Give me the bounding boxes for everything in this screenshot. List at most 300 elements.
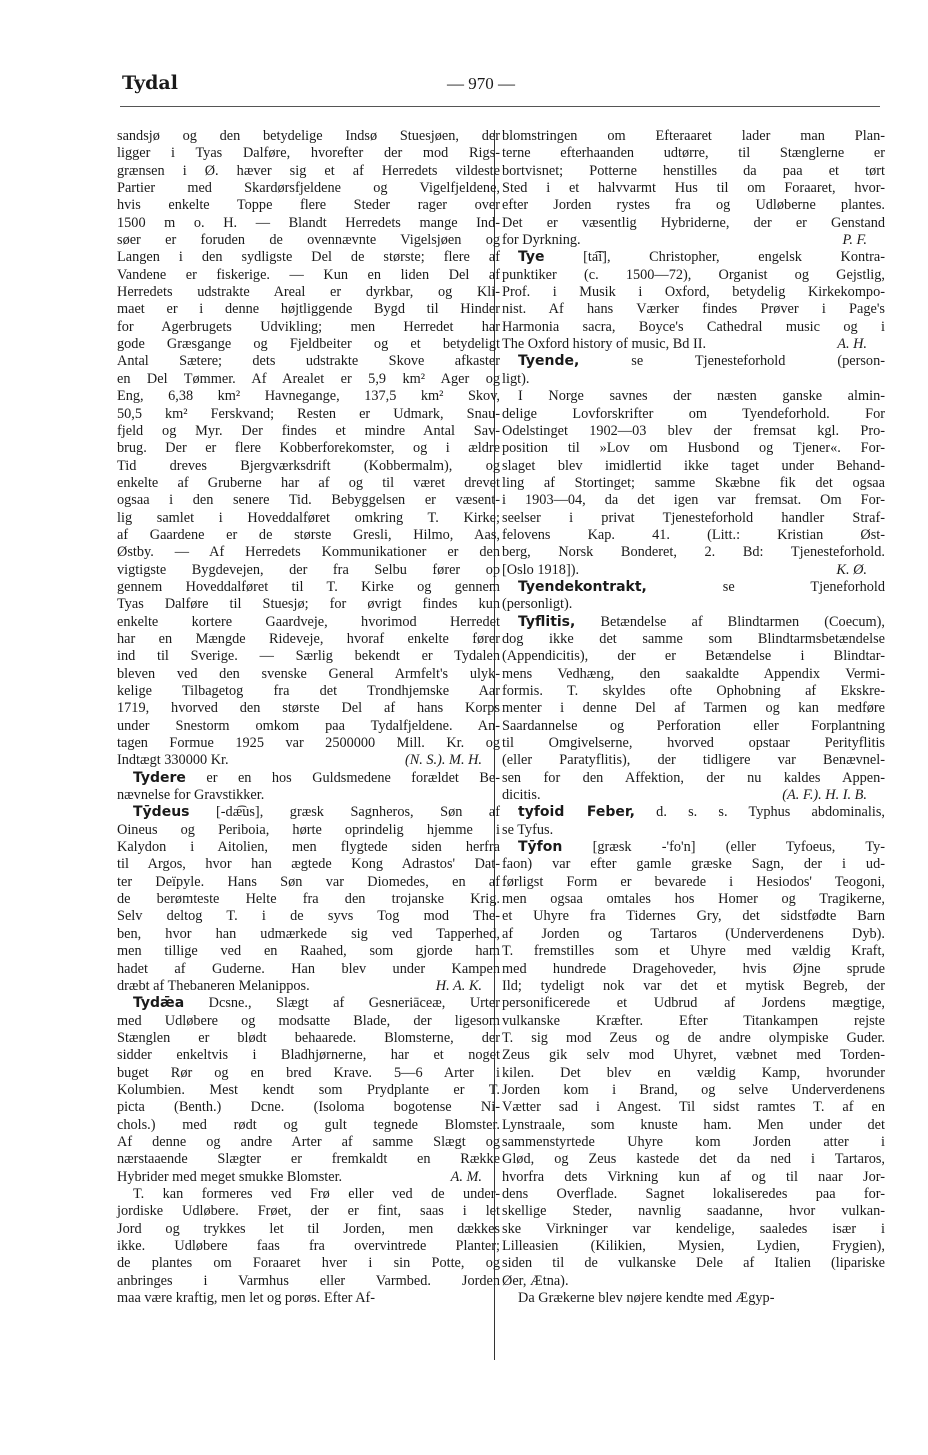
text-line <box>502 1151 885 1168</box>
line-text: nærstaaende Slægter er fremkaldt en Række <box>117 1151 500 1168</box>
line-text: felovens Kap. 41. (Litt.: Kristian Øst- <box>502 526 885 543</box>
text-line <box>117 648 500 665</box>
line-text: bleven ved den svenske General Armfelt's ulyk- <box>117 665 500 682</box>
text-line <box>117 406 500 423</box>
line-text: buget Rør og en bred Krave. 5—6 Arter i <box>117 1064 500 1081</box>
text-line <box>502 596 885 613</box>
text-line <box>502 232 885 249</box>
text-line <box>117 1273 500 1290</box>
entry-tyende-norge <box>502 388 885 579</box>
line-text: gennem Hoveddalføret til T. Kirke og gennem <box>117 578 500 595</box>
text-line <box>502 943 885 960</box>
headword: Tydǣa <box>133 995 185 1012</box>
line-text: brug. Der er flere Kobberforekomster, og i ældre <box>117 440 500 457</box>
line-text: Partier med Skardørsfjeldene og Vigelfjeldene, <box>117 180 500 197</box>
text-line <box>117 163 500 180</box>
text-line <box>502 145 885 162</box>
text-line <box>502 440 885 457</box>
header-rule <box>120 106 880 107</box>
line-text: de berømteste Helte fra den trojanske Krig. <box>117 891 500 908</box>
line-text: personificerede et Udbrud af Jordens mægtige, <box>502 995 885 1012</box>
text-line <box>117 735 500 752</box>
line-text: Betændelse af Blindtarmen (Coecum), <box>575 613 885 630</box>
headword: Tyflitis, <box>518 613 576 630</box>
text-line <box>117 752 500 769</box>
text-line <box>502 267 885 284</box>
line-text: picta (Benth.) Dcne. (Isoloma bogotense Ni- <box>117 1099 500 1116</box>
line-text: Lynstraale, som knuste ham. Men under det <box>502 1116 885 1133</box>
line-text: delige Lovforskrifter om Tyendeforhold. For <box>502 405 885 422</box>
text-line <box>117 1099 500 1116</box>
text-line <box>502 1255 885 1272</box>
entry-tyende <box>502 353 885 388</box>
text-line <box>117 666 500 683</box>
line-text: faon) var efter gamle græske Sagn, der i ud- <box>502 856 885 873</box>
right-column <box>502 128 885 1307</box>
text-line <box>502 406 885 423</box>
text-line <box>502 458 885 475</box>
line-text: enkelte af Gruberne har af og til været drevet <box>117 474 500 491</box>
text-line <box>117 770 500 787</box>
text-line <box>502 1273 885 1290</box>
author-signature: H. A. K. <box>435 977 482 994</box>
text-line <box>117 267 500 284</box>
text-line <box>117 423 500 440</box>
line-text: skellige Steder, navnlig saadanne, hvor vulkan- <box>502 1203 885 1220</box>
line-text: gode Græsgange og Fjeldbeiter og et betydeligt <box>117 336 500 353</box>
text-line <box>117 371 500 388</box>
line-text: Odelstinget 1902—03 blev der fremsat kgl. Pro- <box>502 422 885 439</box>
line-text: Oineus og Periboia, hørte oprindelig hjemme i <box>117 821 500 838</box>
text-line <box>502 215 885 232</box>
text-line <box>117 1082 500 1099</box>
text-line <box>502 388 885 405</box>
line-text: Glød, og Zeus kastede det da ned i Tartaros, <box>502 1151 885 1168</box>
text-line <box>502 492 885 509</box>
line-text: Østby. — Af Herredets Kommunikationer er den <box>117 544 500 561</box>
text-line <box>117 787 500 804</box>
text-line <box>502 128 885 145</box>
line-text: Lilleasien (Kilikien, Mysien, Lydien, Frygien), <box>502 1238 885 1254</box>
text-line <box>502 544 885 561</box>
line-text: vigtigste Bygdevejen, der fra Selbu fører op <box>117 561 500 578</box>
text-line <box>502 319 885 336</box>
text-line <box>117 1030 500 1047</box>
line-text: for Agerbrugets Udvikling; men Herredet har <box>117 318 500 335</box>
text-line <box>502 961 885 978</box>
line-text: T. sig mod Zeus og de andre olympiske Guder. <box>502 1029 885 1046</box>
text-line <box>117 596 500 613</box>
line-text: punktiker (c. 1500—72), Organist og Gejstlig, <box>502 266 885 283</box>
line-text: position til »Lov om Husbond og Tjener«. For- <box>502 440 885 457</box>
text-line <box>117 128 500 145</box>
text-line <box>502 1169 885 1186</box>
text-line <box>502 683 885 700</box>
line-text: menter i denne Del af Tarmen og kan medføre <box>502 700 885 717</box>
line-text: har en Mængde Rideveje, hvoraf enkelte fører <box>117 630 500 647</box>
text-line <box>117 1186 500 1203</box>
line-text: terne efterhaanden udtørre, til Stænglerne er <box>502 145 885 162</box>
text-line <box>117 249 500 266</box>
line-text: dog ikke det samme som Blindtarmsbetændelse <box>502 630 885 647</box>
text-line <box>117 1221 500 1238</box>
text-line <box>502 700 885 717</box>
line-text: Kalydon i Aitolien, men flygtede siden herfra <box>117 839 500 856</box>
entry-tydal-continued <box>117 128 500 770</box>
line-text: men ogsaa omtales hos Homer og Tragikerne, <box>502 891 885 908</box>
line-text: hvis enkelte Toppe flere Steder rager over <box>117 197 500 214</box>
text-line <box>117 631 500 648</box>
text-line <box>117 1203 500 1220</box>
text-line <box>502 197 885 214</box>
text-line <box>502 856 885 873</box>
text-line <box>117 1151 500 1168</box>
text-line <box>117 943 500 960</box>
text-line <box>117 978 500 995</box>
text-line <box>502 284 885 301</box>
line-text: Indtægt 330000 Kr. <box>117 752 229 769</box>
text-line <box>117 527 500 544</box>
page-number: — 970 — <box>447 74 515 93</box>
line-text: Tyas Dalføre til Stuesjø; for øvrigt findes kun <box>117 596 500 613</box>
text-line <box>502 839 885 856</box>
line-text: Saardannelse og Perforation eller Forplantning <box>502 717 885 734</box>
line-text: Sted i et halvvarmt Hus til om Foraaret, hvor- <box>502 180 885 197</box>
line-text: Stænglen er blødt behaarede. Blomsterne, der <box>117 1029 500 1046</box>
line-text: Harmonia sacra, Boyce's Cathedral music og i <box>502 318 885 335</box>
text-line <box>117 1117 500 1134</box>
text-line <box>117 1255 500 1272</box>
line-text: maa være kraftig, men let og porøs. Efter Af- <box>117 1290 376 1307</box>
line-text: nævnelse for Gravstikker. <box>117 787 265 804</box>
text-line <box>117 856 500 873</box>
line-text: Prof. i Musik i Oxford, betydelig Kirkekompo- <box>502 284 885 301</box>
line-text: anbringes i Varmhus eller Varmbed. Jorden <box>117 1272 500 1289</box>
text-line <box>117 475 500 492</box>
running-head-title: Tydal <box>122 72 178 94</box>
text-line <box>117 1013 500 1030</box>
line-text: 50,5 km² Ferskvand; Resten er Udmark, Snau- <box>117 405 500 422</box>
author-signature: P. F. <box>842 232 867 249</box>
entry-tyfoid-feber <box>502 804 885 839</box>
line-text: (personligt). <box>502 596 573 613</box>
text-line <box>117 839 500 856</box>
text-line <box>502 770 885 787</box>
line-text: Vandene er fiskerige. — Kun en liden Del af <box>117 266 500 283</box>
text-line <box>502 423 885 440</box>
text-line <box>502 752 885 769</box>
entry-tyendekontrakt <box>502 579 885 614</box>
text-line <box>117 319 500 336</box>
line-text: Tid dreves Bjergværksdrift (Kobbermalm), og <box>117 457 500 474</box>
text-line <box>117 804 500 821</box>
line-text: I Norge savnes der næsten ganske almin- <box>518 388 885 405</box>
line-text: seelser i privat Tjenesteforhold handler Straf- <box>502 509 885 526</box>
line-text: maet er i denne højtliggende Bygd til Hinder <box>117 301 500 318</box>
line-text: Selv deltog T. i de syvs Tog mod The- <box>117 908 500 925</box>
line-text: Zeus gik selv mod Uhyret, væbnet med Torden- <box>502 1047 885 1064</box>
text-line <box>502 353 885 370</box>
text-line <box>117 822 500 839</box>
text-line <box>117 232 500 249</box>
line-text: Kolumbien. Mest kendt som Prydplante er T. <box>117 1081 500 1098</box>
line-text: et Uhyre fra Tidernes Gry, det sidstfødte Barn <box>502 908 885 925</box>
entry-tyflitis <box>502 614 885 805</box>
line-text: for Dyrkning. <box>502 232 581 249</box>
line-text: til Omgivelserne, hvorved opstaar Perityflitis <box>502 735 885 752</box>
text-line <box>117 458 500 475</box>
text-line <box>502 822 885 839</box>
line-text: ikke. Udløbere faas fra overvintrede Planter; <box>117 1238 500 1254</box>
line-text: Dcsne., Slægt af Gesneriāceæ, Urter <box>184 995 500 1012</box>
line-text: d. s. s. Typhus abdominalis, <box>635 804 885 821</box>
line-text: berg, Norsk Bonderet, 2. Bd: Tjenesteforhold. <box>502 544 885 561</box>
line-text: [Oslo 1918]). <box>502 561 580 578</box>
line-text: ter Deïpyle. Hans Søn var Diomedes, en af <box>117 873 500 890</box>
line-text: ligger i Tyas Dalføre, hvorefter der mod Rigs- <box>117 145 500 162</box>
line-text: af Jorden og Tartaros (Underverdenens Dyb). <box>502 925 885 942</box>
text-line <box>502 579 885 596</box>
line-text: fjeld og Myr. Der findes et mindre Antal Sav- <box>117 422 500 439</box>
text-line <box>502 249 885 266</box>
line-text: dræbt af Thebaneren Melanippos. <box>117 977 310 994</box>
line-text: jordiske Udløbere. Frøet, der er fint, saas i let <box>117 1203 500 1220</box>
text-line <box>502 648 885 665</box>
line-text: se Tjenesteforhold (person- <box>579 353 885 370</box>
text-line <box>117 197 500 214</box>
entry-tydere <box>117 770 500 805</box>
line-text: sandsjø og den betydelige Indsø Stuesjøen, der <box>117 128 500 144</box>
line-text: Øer, Ætna). <box>502 1272 569 1289</box>
line-text: bortvisnet; Potterne henstilles da paa et tørt <box>502 162 885 179</box>
line-text: chols.) med rødt og gult tegnede Blomster. <box>117 1116 500 1133</box>
line-text: enkelte kortere Gaardveje, hvorimod Herredet <box>117 613 500 630</box>
entry-tye <box>502 249 885 353</box>
text-line <box>117 1047 500 1064</box>
line-text: T. fremstilles som et Uhyre med vældig Kraft, <box>502 943 885 960</box>
text-line <box>502 666 885 683</box>
entry-tyfon <box>502 839 885 1290</box>
entry-tydaea-cultivation <box>117 1186 500 1307</box>
text-line <box>117 440 500 457</box>
line-text: Det er væsentlig Hybriderne, der er Genstand <box>502 214 885 231</box>
line-text: Jorden kom i Brand, og selve Underverdenens <box>502 1081 885 1098</box>
text-line <box>502 336 885 353</box>
entry-tydeus <box>117 804 500 995</box>
text-line <box>502 527 885 544</box>
headword: tyfoid Feber, <box>518 804 635 821</box>
text-line <box>502 371 885 388</box>
line-text: under Snestorm omkom paa Tydalfjeldene. An- <box>117 717 500 734</box>
line-text: Ild; tydeligt nok var det et mytisk Begreb, der <box>502 977 885 994</box>
text-line <box>502 1117 885 1134</box>
text-line <box>502 614 885 631</box>
entry-tydaea <box>117 995 500 1186</box>
line-text: Hybrider med meget smukke Blomster. <box>117 1168 343 1185</box>
text-line <box>117 284 500 301</box>
text-line <box>502 978 885 995</box>
text-line <box>117 180 500 197</box>
text-line <box>117 388 500 405</box>
line-text: efter Jorden rystes fra og Udløberne plantes. <box>502 197 885 214</box>
left-column <box>117 128 500 1307</box>
text-line <box>117 492 500 509</box>
line-text: formis. T. skyldes ofte Ophobning af Ekskre- <box>502 683 885 699</box>
text-line <box>502 180 885 197</box>
line-text: søer er foruden de ovennævnte Vigelsjøen og <box>117 232 500 249</box>
text-line <box>502 475 885 492</box>
text-line <box>117 961 500 978</box>
text-line <box>117 614 500 631</box>
line-text: sammenstyrtede Uhyre kom Jorden atter i <box>502 1133 885 1150</box>
line-text: slaget blev imidlertid ikke taget under Behand- <box>502 457 885 474</box>
line-text: mens Vedhæng, den saakaldte Appendix Vermi- <box>502 665 885 682</box>
line-text: med Udløbere og modsatte Blade, der ligesom <box>117 1012 500 1029</box>
text-line <box>117 1065 500 1082</box>
text-line <box>117 891 500 908</box>
text-line <box>502 1238 885 1255</box>
line-text: Da Grækerne blev nøjere kendte med Ægyp- <box>518 1290 775 1307</box>
text-line <box>502 926 885 943</box>
text-line <box>117 874 500 891</box>
text-line <box>117 336 500 353</box>
text-line <box>502 908 885 925</box>
line-text: The Oxford history of music, Bd II. <box>502 336 707 353</box>
line-text: en Del Tømmer. Af Arealet er 5,9 km² Ager og <box>117 370 500 387</box>
line-text: ling af Stortinget; samme Skæbne fik det ogsaa <box>502 474 885 491</box>
line-text: ben, hvor han udmærkede sig ved Tapperhed, <box>117 925 500 942</box>
line-text: ind til Sverige. — Særlig bekendt er Tydalen <box>117 648 500 665</box>
line-text: ogsaa i den senere Tid. Bebyggelsen er væsent- <box>117 492 500 509</box>
author-signature: K. Ø. <box>836 561 867 578</box>
text-line <box>502 891 885 908</box>
text-line <box>502 1290 885 1307</box>
line-text: førligst Form er bevarede i Hesiodos' Teogoni, <box>502 873 885 890</box>
text-line <box>502 787 885 804</box>
text-line <box>117 353 500 370</box>
text-line <box>502 1030 885 1047</box>
text-line <box>502 631 885 648</box>
line-text: (eller Paratyflitis), der tidligere var Benævnel- <box>502 752 885 769</box>
line-text: er en hos Guldsmedene forældet Be- <box>185 769 500 786</box>
author-signature: A. H. <box>837 336 867 353</box>
line-text: [-dæ͡us], græsk Sagnheros, Søn af <box>189 804 500 821</box>
text-line <box>502 1047 885 1064</box>
line-text: siden til de vulkanske Dele af Italien (lipariske <box>502 1255 885 1272</box>
line-text: sen for den Affektion, der nu kaldes Appen- <box>502 769 885 786</box>
line-text: Jord og trykkes let til Jorden, men dækkes <box>117 1220 500 1237</box>
text-line <box>117 1290 500 1307</box>
line-text: i 1903—04, da det igen var fremsat. Om For- <box>502 492 885 509</box>
line-text: hvorfra dets Virkning kun af og til naar Jor- <box>502 1168 885 1185</box>
text-line <box>117 301 500 318</box>
line-text: nist. Af hans Værker findes Prøver i Page's <box>502 301 885 318</box>
text-line <box>502 510 885 527</box>
entry-tydaea-cultivation-continued <box>502 128 885 249</box>
line-text: Af denne og andre Arter af samme Slægt og <box>117 1133 500 1150</box>
author-signature: (A. F.). H. I. B. <box>782 787 867 804</box>
text-line <box>502 1134 885 1151</box>
headword: Tȳfon <box>518 839 563 856</box>
text-line <box>502 1221 885 1238</box>
line-text: (Appendicitis), der er Betændelse i Blindtar- <box>502 648 885 665</box>
line-text: af Gaardene er de største Gresli, Hilmo, Aas, <box>117 526 500 543</box>
line-text: Antal Sætere; dets udstrakte Skove afkaster <box>117 353 500 370</box>
line-text: de plantes om Foraaret hver i sin Potte, og <box>117 1255 500 1272</box>
text-line <box>117 215 500 232</box>
text-line <box>502 1099 885 1116</box>
line-text: lig samlet i Hoveddalføret omkring T. Kirke; <box>117 509 500 526</box>
text-line <box>502 1082 885 1099</box>
line-text: [ta͡i], Christopher, engelsk Kontra- <box>544 249 885 266</box>
headword: Tye <box>518 249 545 266</box>
text-line <box>117 683 500 700</box>
text-line <box>502 718 885 735</box>
headword: Tȳdeus <box>133 804 190 821</box>
text-line <box>502 562 885 579</box>
page-header <box>120 70 880 110</box>
text-line <box>502 301 885 318</box>
line-text: Vætter sad i Angest. Til sidst ramtes T. af en <box>502 1099 885 1116</box>
text-line <box>117 145 500 162</box>
text-line <box>117 908 500 925</box>
line-text: sidder enkeltvis i Bladhjørnerne, har et noget <box>117 1047 500 1064</box>
text-line <box>117 1238 500 1255</box>
text-line <box>117 510 500 527</box>
headword: Tydere <box>133 769 186 786</box>
line-text: Eng, 6,38 km² Havnegange, 137,5 km² Skov, <box>117 388 500 405</box>
headword: Tyende, <box>518 353 580 370</box>
line-text: ske Virkninger var kendelige, saaledes især i <box>502 1220 885 1237</box>
text-line <box>502 1013 885 1030</box>
line-text: ligt). <box>502 370 530 387</box>
line-text: T. kan formeres ved Frø eller ved de under- <box>133 1185 500 1202</box>
text-line <box>502 735 885 752</box>
line-text: Langen i den sydligste Del de største; flere af <box>117 249 500 266</box>
line-text: dicitis. <box>502 787 541 804</box>
text-line <box>502 163 885 180</box>
line-text: se Tyfus. <box>502 821 554 838</box>
text-line <box>502 1203 885 1220</box>
text-line <box>117 544 500 561</box>
line-text: kelige Tilbagetog fra det Trondhjemske Aar <box>117 683 500 699</box>
text-line <box>117 995 500 1012</box>
text-line <box>117 579 500 596</box>
line-text: 1500 m o. H. — Blandt Herredets mange Ind- <box>117 214 500 231</box>
line-text: dens Overflade. Sagnet lokaliseredes paa for- <box>502 1185 885 1202</box>
line-text: grænsen i Ø. hæver sig et af Herredets vildeste <box>117 162 500 179</box>
line-text: til Argos, hvor han ægtede Kong Adrastos' Dat- <box>117 856 500 873</box>
text-line <box>117 926 500 943</box>
text-line <box>117 1134 500 1151</box>
text-line <box>117 700 500 717</box>
line-text: men tillige ved en Raahed, som gjorde ham <box>117 943 500 960</box>
line-text: vulkanske Kræfter. Efter Titankampen rejste <box>502 1012 885 1029</box>
text-line <box>502 1186 885 1203</box>
line-text: Herredets udstrakte Areal er dyrkbar, og Kli- <box>117 284 500 301</box>
entry-tyfon-egypt <box>502 1290 885 1307</box>
text-line <box>502 804 885 821</box>
line-text: [græsk -'fo'n] (eller Tyfoeus, Ty- <box>562 839 885 856</box>
text-line <box>117 1169 500 1186</box>
line-text: med hundrede Dragehoveder, hvis Øjne sprude <box>502 960 885 977</box>
line-text: blomstringen om Efteraaret lader man Plan- <box>502 128 885 144</box>
line-text: hadet af Guderne. Han blev under Kampen <box>117 960 500 977</box>
author-signature: (N. S.). M. H. <box>404 752 482 769</box>
author-signature: A. M. <box>450 1168 482 1185</box>
text-line <box>502 995 885 1012</box>
line-text: kilen. Det blev en vældig Kamp, hvorunder <box>502 1064 885 1081</box>
